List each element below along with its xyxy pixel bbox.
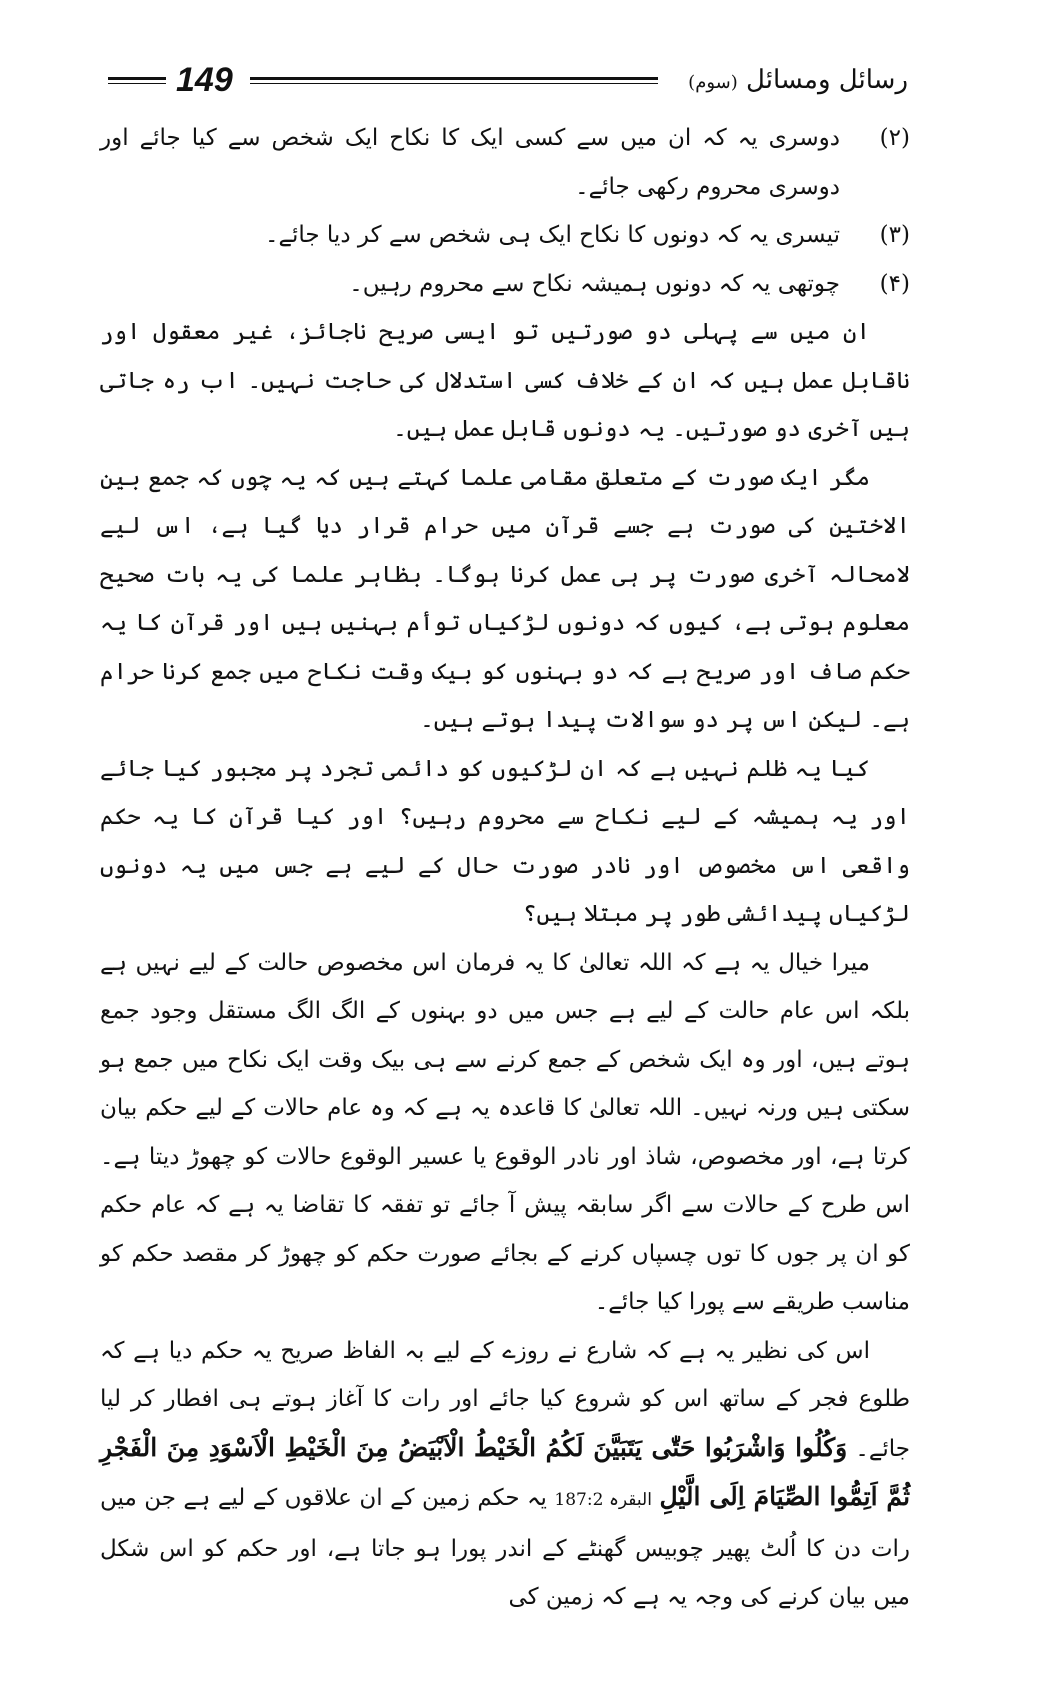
header-rule-middle [250, 77, 658, 84]
list-item [100, 211, 910, 260]
paragraph-5-continued: یہ حکم زمین کے ان علاقوں کے لیے ہے جن میں رات دن کا اُلٹ پھیر چوبیس گھنٹے کے اندر پورا ہو جاتا ہے، اور حکم کو اس شکل میں بیان کرنے کی وجہ یہ ہے کہ زمین کی [100, 1485, 910, 1610]
verse-reference: البقرہ 187:2 [554, 1490, 652, 1510]
volume-label: (سوم) [688, 72, 738, 93]
paragraph-4: میرا خیال یہ ہے کہ اللہ تعالیٰ کا یہ فرمان اس مخصوص حالت کے لیے نہیں ہے بلکہ اس عام حالت کے لیے ہے جس میں دو بہنوں کے الگ الگ مستقل وجود جمع ہوتے ہیں، اور وہ ایک شخص کے جمع کرنے سے ہی بیک وقت ایک نکاح میں جمع ہو سکتی ہیں ورنہ نہیں۔ اللہ تعالیٰ کا قاعدہ یہ ہے کہ وہ عام حالات کے لیے حکم بیان کرتا ہے، اور مخصوص، شاذ اور نادر الوقوع یا عسیر الوقوع حالات کو چھوڑ دیتا ہے۔ اس طرح کے حالات سے اگر سابقہ پیش آ جائے تو تفقہ کا تقاضا یہ ہے کہ عام حکم کو ان پر جوں کا توں چسپاں کرنے کے بجائے صورت حکم کو چھوڑ کر مقصد حکم کو مناسب طریقے سے پورا کیا جائے۔ [100, 949, 910, 1315]
running-title [668, 60, 908, 103]
item-text: چوتھی یہ کہ دونوں ہمیشہ نکاح سے محروم رہیں۔ [349, 270, 840, 297]
page-number: 149 [176, 61, 233, 99]
item-number: (۳) [879, 222, 910, 248]
header-rule-left [108, 77, 166, 84]
book-title: رسائل ومسائل [746, 65, 908, 95]
item-number: (۴) [879, 270, 910, 297]
list-item [100, 114, 910, 211]
item-number: (۲) [879, 125, 910, 151]
page-header [108, 60, 908, 100]
paragraph-3: کیا یہ ظلم نہیں ہے کہ ان لڑکیوں کو دائمی تجرد پر مجبور کیا جائے اور یہ ہمیشہ کے لیے نکاح سے محروم رہیں؟ اور کیا قرآن کا یہ حکم واقعی اس مخصوص اور نادر صورت حال کے لیے ہے جس میں یہ دونوں لڑکیاں پیدائشی طور پر مبتلا ہیں؟ [100, 755, 910, 927]
paragraph-5-intro: اس کی نظیر یہ ہے کہ شارع نے روزے کے لیے بہ الفاظ صریح یہ حکم دیا ہے کہ طلوع فجر کے ساتھ اس کو شروع کیا جائے اور رات کا آغاز ہوتے ہی افطار کر لیا جائے۔ [100, 1337, 910, 1462]
list-item [100, 260, 910, 309]
paragraph-1: ان میں سے پہلی دو صورتیں تو ایسی صریح ناجائز، غیر معقول اور ناقابل عمل ہیں کہ ان کے خلاف کسی استدلال کی حاجت نہیں۔ اب رہ جاتی ہیں آخری دو صورتیں۔ یہ دونوں قابل عمل ہیں۔ [100, 319, 910, 442]
paragraph-5 [100, 1327, 910, 1622]
quran-verse: وَكُلُوا وَاشْرَبُوا حَتّٰى يَتَبَيَّنَ لَكُمُ الْخَيْطُ الْاَبْيَضُ مِنَ الْخَيْطِ الْاَسْوَدِ مِنَ الْفَجْرِ ثُمَّ اَتِمُّوا الصِّيَامَ اِلَى الَّيْلِ [100, 1432, 911, 1511]
item-text: تیسری یہ کہ دونوں کا نکاح ایک ہی شخص سے کر دیا جائے۔ [265, 222, 840, 248]
paragraph-2: مگر ایک صورت کے متعلق مقامی علما کہتے ہیں کہ یہ چوں کہ جمع بین الاختین کی صورت ہے جسے قرآن میں حرام قرار دیا گیا ہے، اس لیے لامحالہ آخری صورت پر ہی عمل کرنا ہوگا۔ بظاہر علما کی یہ بات صحیح معلوم ہوتی ہے، کیوں کہ دونوں لڑکیاں توأم بہنیں ہیں اور قرآن کا یہ حکم صاف اور صریح ہے کہ دو بہنوں کو بیک وقت نکاح میں جمع کرنا حرام ہے۔ لیکن اس پر دو سوالات پیدا ہوتے ہیں۔ [100, 464, 910, 733]
page-body [100, 114, 910, 1622]
item-text: دوسری یہ کہ ان میں سے کسی ایک کا نکاح ایک شخص سے کیا جائے اور دوسری محروم رکھی جائے۔ [100, 125, 840, 200]
